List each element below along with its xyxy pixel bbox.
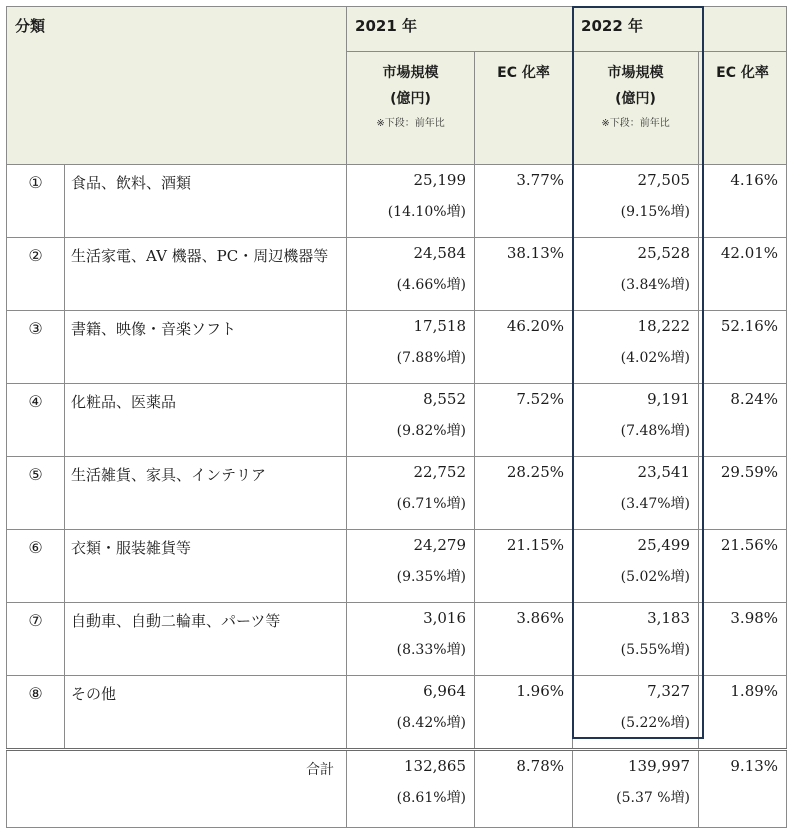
ec-rate-2021: 28.25% xyxy=(475,457,573,530)
market-size-note: ※下段：前年比 xyxy=(376,118,445,129)
market-size-2021 xyxy=(347,457,475,530)
growth-2021: (9.35%増) xyxy=(396,569,467,585)
growth-2021: (7.88%増) xyxy=(396,350,467,366)
growth-2021: (6.71%増) xyxy=(396,496,467,512)
category-name: 生活雑貨、家具、インテリア xyxy=(65,457,347,530)
market-size-2021 xyxy=(347,238,475,311)
row-number: ⑦ xyxy=(7,603,65,676)
row-number: ③ xyxy=(7,311,65,384)
total-label: 合計 xyxy=(7,750,347,828)
market-size-2021-value: 24,584 xyxy=(413,244,467,262)
ec-rate-2022: 1.89% xyxy=(699,676,787,750)
market-size-2022-value: 23,541 xyxy=(637,463,691,481)
growth-2022: (3.84%増) xyxy=(620,277,691,293)
ec-rate-2021: 1.96% xyxy=(475,676,573,750)
market-size-2021-value: 17,518 xyxy=(413,317,467,335)
market-size-2021-value: 25,199 xyxy=(413,171,467,189)
market-size-2021-value: 8,552 xyxy=(423,390,467,408)
ec-rate-2021: 38.13% xyxy=(475,238,573,311)
table-row xyxy=(7,530,787,603)
growth-2021: (4.66%増) xyxy=(396,277,467,293)
category-name: 化粧品、医薬品 xyxy=(65,384,347,457)
market-size-2022 xyxy=(573,165,699,238)
table-row xyxy=(7,165,787,238)
ec-rate-2021: 3.86% xyxy=(475,603,573,676)
market-size-label: 市場規模 xyxy=(607,65,664,81)
market-size-2021 xyxy=(347,530,475,603)
ec-rate-2022: 52.16% xyxy=(699,311,787,384)
table-row xyxy=(7,457,787,530)
year-2021-header: 2021 年 xyxy=(347,7,573,52)
ec-rate-2022: 8.24% xyxy=(699,384,787,457)
total-ec-2021: 8.78% xyxy=(475,750,573,828)
market-size-2021-value: 6,964 xyxy=(423,682,467,700)
total-size-2021-value: 132,865 xyxy=(403,757,467,775)
growth-2022: (5.02%増) xyxy=(620,569,691,585)
growth-2022: (7.48%増) xyxy=(620,423,691,439)
category-name: 自動車、自動二輪車、パーツ等 xyxy=(65,603,347,676)
market-size-2021-value: 24,279 xyxy=(413,536,467,554)
ec-rate-2022: 42.01% xyxy=(699,238,787,311)
market-size-2022-value: 25,528 xyxy=(637,244,691,262)
market-size-2022 xyxy=(573,384,699,457)
market-size-unit: (億円) xyxy=(390,91,431,107)
market-size-2021 xyxy=(347,676,475,750)
category-name: 衣類・服装雑貨等 xyxy=(65,530,347,603)
ec-market-table-container xyxy=(6,6,794,806)
market-size-2022-value: 9,191 xyxy=(647,390,691,408)
total-row xyxy=(7,750,787,828)
row-number: ⑥ xyxy=(7,530,65,603)
market-size-2021 xyxy=(347,384,475,457)
total-size-2022-value: 139,997 xyxy=(628,757,691,775)
ec-rate-2021-header: EC 化率 xyxy=(475,52,573,165)
market-size-2021 xyxy=(347,165,475,238)
market-size-2022-value: 25,499 xyxy=(637,536,691,554)
growth-2021: (8.33%増) xyxy=(396,642,467,658)
market-size-2021 xyxy=(347,311,475,384)
market-size-2022-header xyxy=(573,52,699,165)
growth-2022: (9.15%増) xyxy=(620,204,691,220)
market-size-2021-header xyxy=(347,52,475,165)
market-size-2021 xyxy=(347,603,475,676)
table-body xyxy=(7,165,787,750)
header-row-years xyxy=(7,7,787,52)
table-row xyxy=(7,676,787,750)
growth-2021: (14.10%増) xyxy=(387,204,467,220)
market-size-unit: (億円) xyxy=(615,91,656,107)
market-size-2022 xyxy=(573,238,699,311)
ec-rate-2022-header: EC 化率 xyxy=(699,52,787,165)
growth-2022: (5.22%増) xyxy=(620,715,691,731)
row-number: ④ xyxy=(7,384,65,457)
market-size-2022 xyxy=(573,530,699,603)
total-growth-2022: (5.37 %増) xyxy=(616,790,691,806)
market-size-2022-value: 18,222 xyxy=(637,317,691,335)
market-size-2022-value: 27,505 xyxy=(637,171,691,189)
growth-2021: (8.42%増) xyxy=(396,715,467,731)
total-ec-2022: 9.13% xyxy=(699,750,787,828)
growth-2021: (9.82%増) xyxy=(396,423,467,439)
market-size-2021-value: 22,752 xyxy=(413,463,467,481)
market-size-2021-value: 3,016 xyxy=(423,609,467,627)
row-number: ⑤ xyxy=(7,457,65,530)
market-size-label: 市場規模 xyxy=(382,65,439,81)
table-row xyxy=(7,603,787,676)
category-name: 書籍、映像・音楽ソフト xyxy=(65,311,347,384)
ec-rate-2021: 21.15% xyxy=(475,530,573,603)
category-name: 生活家電、AV 機器、PC・周辺機器等 xyxy=(65,238,347,311)
total-size-2022 xyxy=(573,750,699,828)
total-size-2021 xyxy=(347,750,475,828)
market-size-2022 xyxy=(573,457,699,530)
ec-rate-2021: 46.20% xyxy=(475,311,573,384)
ec-rate-2022: 21.56% xyxy=(699,530,787,603)
market-size-2022-value: 3,183 xyxy=(647,609,691,627)
table-row xyxy=(7,384,787,457)
market-size-2022 xyxy=(573,603,699,676)
row-number: ⑧ xyxy=(7,676,65,750)
row-number: ① xyxy=(7,165,65,238)
ec-market-table xyxy=(6,6,787,828)
category-name: 食品、飲料、酒類 xyxy=(65,165,347,238)
category-header: 分類 xyxy=(7,7,347,165)
table-row xyxy=(7,238,787,311)
category-name: その他 xyxy=(65,676,347,750)
growth-2022: (4.02%増) xyxy=(620,350,691,366)
table-row xyxy=(7,311,787,384)
growth-2022: (3.47%増) xyxy=(620,496,691,512)
market-size-2022 xyxy=(573,676,699,750)
ec-rate-2021: 7.52% xyxy=(475,384,573,457)
total-growth-2021: (8.61%増) xyxy=(396,790,467,806)
market-size-note: ※下段：前年比 xyxy=(601,118,670,129)
market-size-2022 xyxy=(573,311,699,384)
ec-rate-2022: 4.16% xyxy=(699,165,787,238)
ec-rate-2021: 3.77% xyxy=(475,165,573,238)
growth-2022: (5.55%増) xyxy=(620,642,691,658)
year-2022-header: 2022 年 xyxy=(573,7,787,52)
row-number: ② xyxy=(7,238,65,311)
market-size-2022-value: 7,327 xyxy=(647,682,691,700)
ec-rate-2022: 29.59% xyxy=(699,457,787,530)
ec-rate-2022: 3.98% xyxy=(699,603,787,676)
